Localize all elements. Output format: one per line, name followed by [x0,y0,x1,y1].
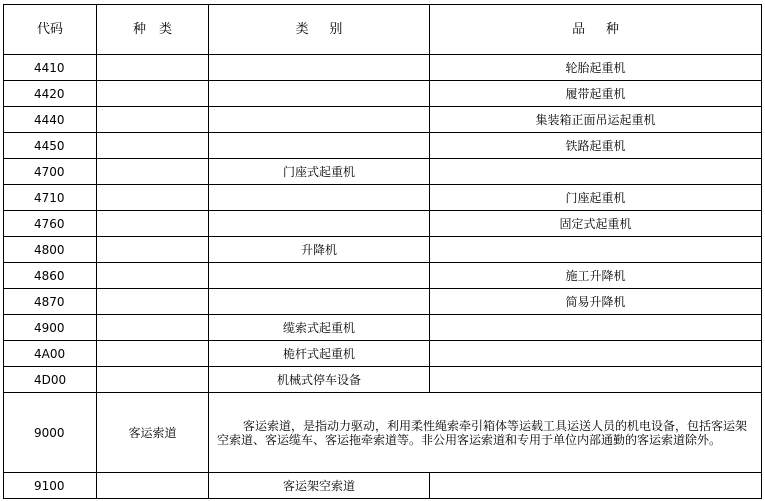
category-cell [209,289,430,315]
header-type: 种 类 [97,5,209,55]
table-row [4,133,762,159]
table-row [4,341,762,367]
table-row [4,81,762,107]
type-cell [97,315,209,341]
type-cell [97,159,209,185]
type-cell [97,55,209,81]
type-cell [97,289,209,315]
variety-cell [430,367,762,393]
variety-cell [430,473,762,499]
code-cell: 4800 [4,237,97,263]
header-variety: 品 种 [430,5,762,55]
type-cell: 客运索道 [97,393,209,473]
variety-cell: 固定式起重机 [430,211,762,237]
variety-cell [430,237,762,263]
code-cell: 4900 [4,315,97,341]
table-row [4,159,762,185]
type-cell [97,341,209,367]
variety-cell: 轮胎起重机 [430,55,762,81]
category-cell: 客运架空索道 [209,473,430,499]
description-cell: 客运索道，是指动力驱动，利用柔性绳索牵引箱体等运载工具运送人员的机电设备，包括客运架空索道、客运缆车、客运拖牵索道等。非公用客运索道和专用于单位内部通勤的客运索道除外。 [209,393,762,473]
table-row [4,237,762,263]
code-cell: 4440 [4,107,97,133]
category-cell: 升降机 [209,237,430,263]
code-cell: 4710 [4,185,97,211]
code-cell: 9000 [4,393,97,473]
header-row [4,5,762,55]
table-row [4,185,762,211]
category-cell: 机械式停车设备 [209,367,430,393]
equipment-code-table [3,4,762,499]
type-cell [97,237,209,263]
variety-cell: 铁路起重机 [430,133,762,159]
code-cell: 4410 [4,55,97,81]
variety-cell: 集装箱正面吊运起重机 [430,107,762,133]
code-cell: 4760 [4,211,97,237]
table-row [4,473,762,499]
table-row [4,315,762,341]
table-row [4,263,762,289]
variety-cell: 施工升降机 [430,263,762,289]
table-row [4,107,762,133]
table-row [4,55,762,81]
type-cell [97,107,209,133]
category-cell: 门座式起重机 [209,159,430,185]
code-cell: 4870 [4,289,97,315]
category-cell [209,133,430,159]
type-cell [97,263,209,289]
type-cell [97,133,209,159]
table-row-description [4,393,762,473]
category-cell [209,107,430,133]
code-cell: 4D00 [4,367,97,393]
type-cell [97,367,209,393]
code-cell: 4A00 [4,341,97,367]
code-cell: 4420 [4,81,97,107]
header-category: 类 别 [209,5,430,55]
type-cell [97,211,209,237]
table-row [4,289,762,315]
category-cell [209,211,430,237]
code-cell: 4700 [4,159,97,185]
category-cell: 桅杆式起重机 [209,341,430,367]
table-row [4,367,762,393]
category-cell [209,81,430,107]
category-cell [209,185,430,211]
category-cell: 缆索式起重机 [209,315,430,341]
variety-cell [430,315,762,341]
variety-cell: 门座起重机 [430,185,762,211]
code-cell: 4450 [4,133,97,159]
category-cell [209,263,430,289]
variety-cell [430,341,762,367]
variety-cell [430,159,762,185]
variety-cell: 履带起重机 [430,81,762,107]
variety-cell: 简易升降机 [430,289,762,315]
table-row [4,211,762,237]
code-cell: 9100 [4,473,97,499]
header-code: 代码 [4,5,97,55]
type-cell [97,473,209,499]
category-cell [209,55,430,81]
type-cell [97,81,209,107]
type-cell [97,185,209,211]
code-cell: 4860 [4,263,97,289]
